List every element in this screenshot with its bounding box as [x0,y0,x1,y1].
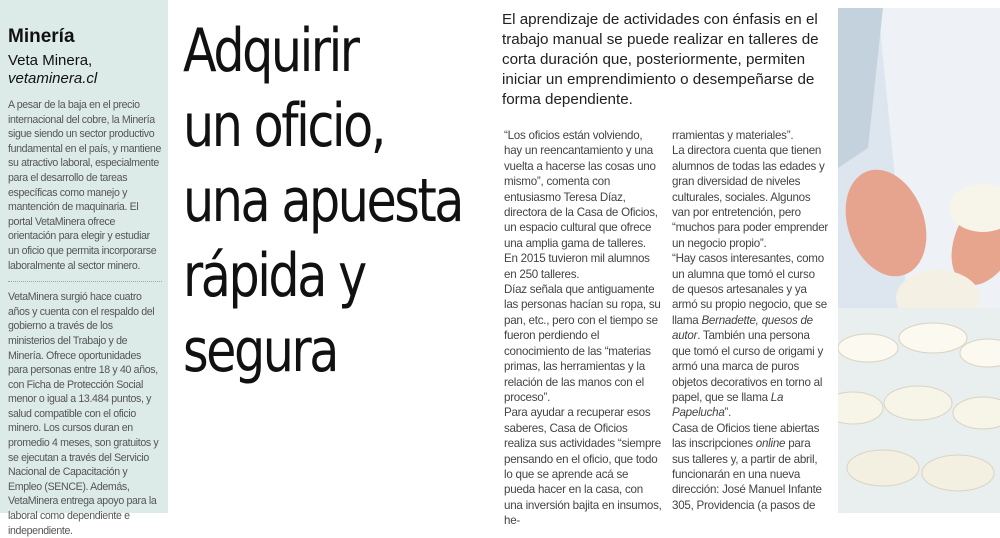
body-paragraph [672,421,830,513]
sidebar-heading: Minería [8,26,75,47]
headline-line: una apuesta [183,166,463,236]
text-run: . También una persona que tomó el curso de origami y armó una marca de puros objetos decorativos en torno al papel, que se llama [672,329,824,404]
headline [183,14,463,389]
source-url: vetaminera.cl [8,70,98,87]
text-run: ”. [724,406,732,420]
brand-name: La Papelucha [672,390,784,420]
brand-name: Bernadette, quesos de autor [672,313,813,343]
body-paragraph [672,251,830,420]
photo-illustration [838,8,1000,513]
headline-line: Adquirir [183,16,358,86]
sidebar-source [8,52,162,88]
text-run: Casa de Oficios tiene abiertas las inscripciones [672,421,820,451]
body-paragraph: “Los oficios están volviendo, hay un reencantamiento y una vuelta a hacerse las cosas uno mismo”, comenta con entusiasmo Teresa Díaz, directora de la Casa de Oficios, un espacio cultural que ofrece una amplia gama de talleres. En 2015 tuvieron mil alumnos en 250 talleres. [504,129,658,281]
body-paragraph: Díaz señala que antiguamente las personas hacían su ropa, su pan, etc., pero con el tiempo se fueron perdiendo el conocimiento de las “materias primas, las herramientas y la relación de las manos con el proceso”. [504,283,661,404]
cheese-making-photo [838,8,1000,513]
body-column-2 [672,128,830,513]
body-column-1 [504,128,662,529]
sidebar-paragraph: A pesar de la baja en el precio internacional del cobre, la Minería sigue siendo un sector productivo fundamental en el país, y mantiene su atractivo laboral, especialmente para el desarrollo de tareas específicas como manejo y mantención de maquinaria. El portal VetaMinera ofrece orientación para elegir y estudiar un oficio que permita incorporarse laboralmente al sector minero. [8,99,161,272]
headline-line: segura [183,316,337,386]
headline-line: un oficio, [183,91,384,161]
sidebar-box [0,0,168,537]
body-paragraph: rramientas y materiales”. [672,129,794,142]
body-paragraph: Para ayudar a recuperar esos saberes, Casa de Oficios realiza sus actividades “siempre pensando en el oficio, que todo lo que se aprende acá se pueda hacer en la casa, con una inversión bajita en insumos, he- [504,406,662,528]
emphasis: online [755,437,786,451]
body-paragraph: La directora cuenta que tienen alumnos de todas las edades y gran diversidad de niveles culturales, sociales. Algunos van por entretención, pero “muchos para poder emprender un negocio propio”. [672,144,829,250]
text-run: para sus talleres y, a partir de abril, funcionarán en una nueva dirección: José Manuel Infante 305, Providencia (a pasos de [672,437,822,512]
lede: El aprendizaje de actividades con énfasis en el trabajo manual se puede realizar en talleres de corta duración que, posteriormente, permiten iniciar un emprendimiento o desempeñarse de forma dependiente. [502,11,819,108]
text-run: “Hay casos interesantes, como un alumna que tomó el curso de quesos artesanales y ya armó su propio negocio, que se llama [672,252,827,327]
sidebar-divider [8,281,162,282]
sidebar-paragraph: VetaMinera surgió hace cuatro años y cuenta con el respaldo del gobierno a través de los ministerios del Trabajo y de Minería. Ofrece oportunidades para personas entre 18 y 40 años, con Ficha de Protección Social menor o igual a 13.484 puntos, y salud compatible con el oficio minero. Los cursos duran en promedio 4 meses, son gratuitos y se ejecutan a través del Servicio Nacional de Capacitación y Empleo (SENCE). Además, VetaMinera entrega apoyo para la laboral como dependiente e independiente. [8,291,159,537]
source-name: Veta Minera, [8,52,93,69]
headline-line: rápida y [183,241,365,311]
